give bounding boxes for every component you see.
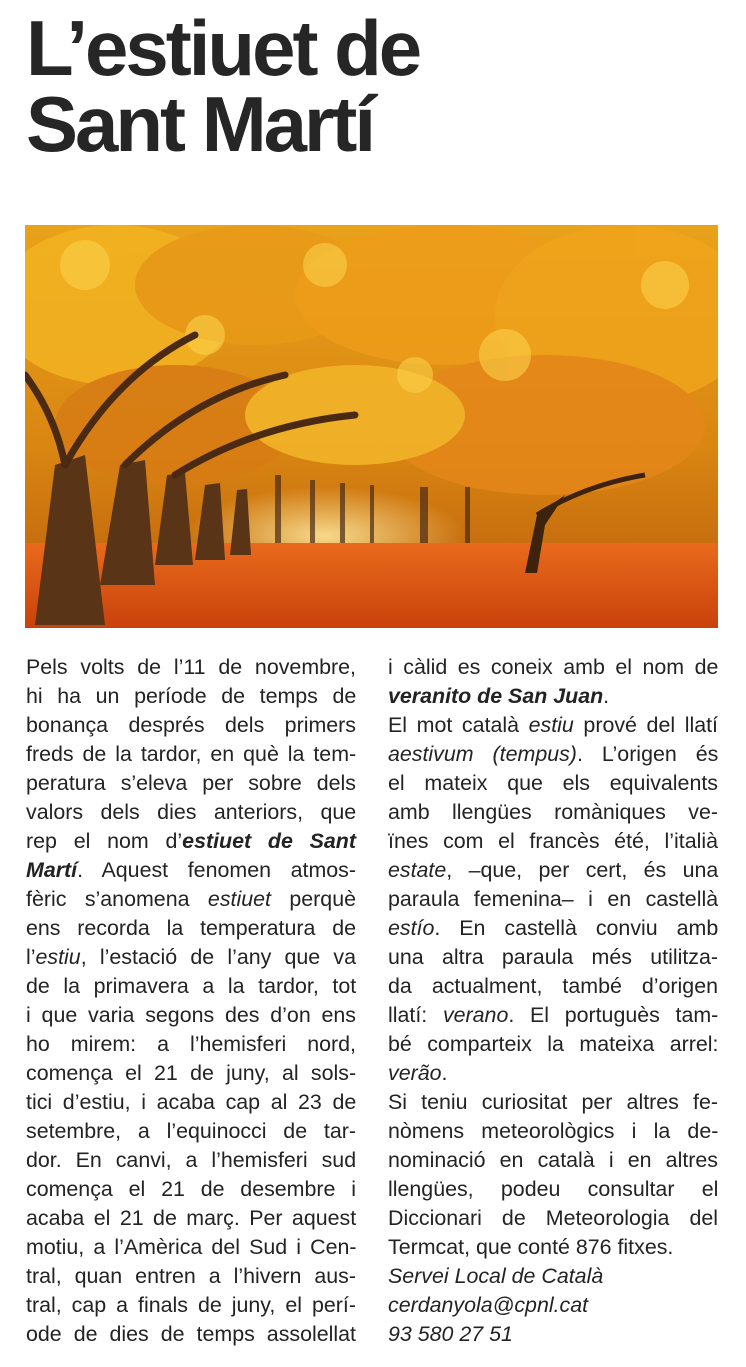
term-verano: verano <box>442 1003 509 1027</box>
term-estiuet-de-sant-marti: estiuet de Sant <box>182 829 356 853</box>
term-marti: Martí <box>26 858 78 882</box>
term-estate: estate <box>388 858 447 882</box>
body-line: estío. En castellà conviu amb <box>388 916 719 940</box>
signature-email-link[interactable]: cerdanyola@cpnl.cat <box>388 1293 589 1317</box>
body-line: estate, –que, per cert, és una <box>388 858 719 882</box>
article-body-left-column <box>26 653 356 1349</box>
body-line: motiu, a l’Amèrica del Sud i Cen- <box>26 1235 357 1259</box>
body-line: veranito de San Juan. <box>388 684 610 708</box>
article-title <box>26 4 726 168</box>
body-line: l’estiu, l’estació de l’any que va <box>26 945 356 969</box>
body-line: hi ha un període de temps de <box>26 684 357 708</box>
body-line: ho mirem: a l’hemisferi nord, <box>26 1032 356 1056</box>
term-verao: verão <box>388 1061 442 1085</box>
body-line: dor. En canvi, a l’hemisferi sud <box>26 1148 357 1172</box>
signature-service: Servei Local de Català <box>388 1264 604 1288</box>
body-line: de la primavera a la tardor, tot <box>26 974 357 998</box>
body-line: amb llengües romàniques ve- <box>388 800 718 824</box>
body-line: el mateix que els equivalents <box>388 771 718 795</box>
body-line: Martí. Aquest fenomen atmos- <box>26 858 356 882</box>
body-line: peratura s’eleva per sobre dels <box>26 771 356 795</box>
term-estiu: estiu <box>528 713 574 737</box>
body-line: comença el 21 de desembre i <box>26 1177 356 1201</box>
title-line-1: L’estiuet de <box>26 4 420 92</box>
body-line: acaba el 21 de març. Per aquest <box>26 1206 357 1230</box>
body-line: tici d’estiu, i acaba cap al 23 de <box>26 1090 357 1114</box>
body-line: bonança després dels primers <box>26 713 356 737</box>
term-estiuet: estiuet <box>207 887 271 911</box>
body-line: Diccionari de Meteorologia del <box>388 1206 718 1230</box>
body-line: setembre, a l’equinocci de tar- <box>26 1119 356 1143</box>
body-line: i càlid es coneix amb el nom de <box>388 655 719 679</box>
body-line: ïnes com el francès été, l’italià <box>388 829 718 853</box>
body-line: ens recorda la temperatura de <box>26 916 356 940</box>
body-line: aestivum (tempus). L’origen és <box>388 742 719 766</box>
body-line: El mot català estiu prové del llatí <box>388 713 719 737</box>
body-line: bé comparteix la mateixa arrel: <box>388 1032 719 1056</box>
body-line: comença el 21 de juny, al sols- <box>26 1061 357 1085</box>
body-line: Si teniu curiositat per altres fe- <box>388 1090 718 1114</box>
body-line: llengües, podeu consultar el <box>388 1177 719 1201</box>
term-aestivum: aestivum (tempus) <box>388 742 577 766</box>
body-line: llatí: verano. El portuguès tam- <box>388 1003 719 1027</box>
term-estio: estío <box>388 916 435 940</box>
term-estiu: estiu <box>35 945 81 969</box>
body-line: valors dels dies anteriors, que <box>26 800 357 824</box>
body-line: una altra paraula més utilitza- <box>388 945 718 969</box>
signature-phone: 93 580 27 51 <box>388 1322 513 1346</box>
body-line: da actualment, també d’origen <box>388 974 718 998</box>
body-line: Pels volts de l’11 de novembre, <box>26 655 356 679</box>
title-line-2: Sant Martí <box>26 80 374 168</box>
autumn-trees-photo <box>25 225 718 628</box>
body-line: verão. <box>388 1061 448 1085</box>
body-line: freds de la tardor, en què la tem- <box>26 742 357 766</box>
body-line: tral, cap a finals de juny, el perí- <box>26 1293 356 1317</box>
body-line: tral, quan entren a l’hivern aus- <box>26 1264 356 1288</box>
body-line: paraula femenina– i en castellà <box>388 887 719 911</box>
body-line: rep el nom d’estiuet de Sant <box>26 829 356 853</box>
body-line: Termcat, que conté 876 fitxes. <box>388 1235 674 1259</box>
body-line: nominació en català i en altres <box>388 1148 718 1172</box>
term-veranito-de-san-juan: veranito de San Juan <box>388 684 604 708</box>
body-line: nòmens meteorològics i la de- <box>388 1119 719 1143</box>
body-line: i que varia segons des d’on ens <box>26 1003 356 1027</box>
article-body-right-column <box>388 653 718 1349</box>
body-line: ode de dies de temps assolellat <box>26 1322 356 1346</box>
body-line: fèric s’anomena estiuet perquè <box>26 887 356 911</box>
